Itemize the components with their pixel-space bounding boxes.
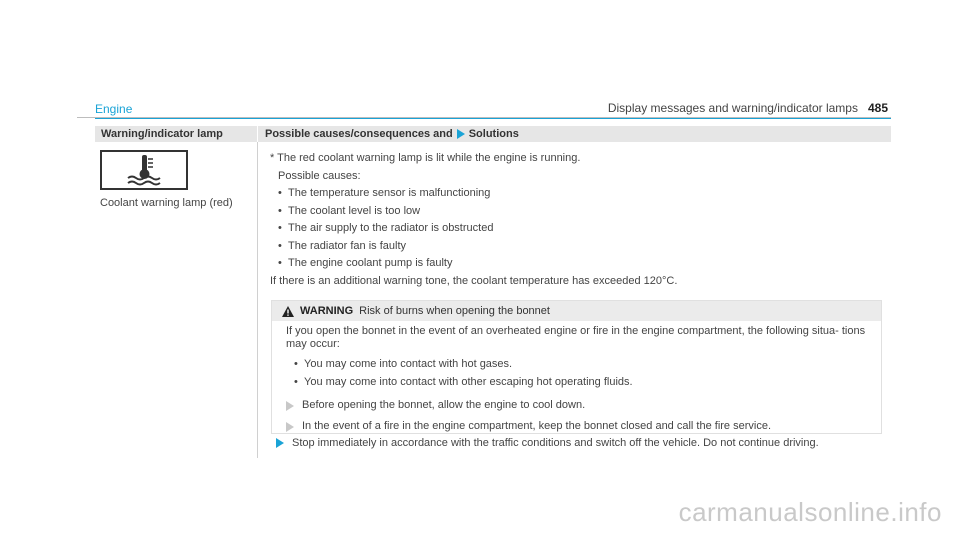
step-arrow-icon: [286, 422, 294, 432]
lamp-label: Coolant warning lamp (red): [100, 197, 233, 209]
warning-triangle-icon: [282, 306, 294, 317]
col-header-causes-text: Possible causes/consequences and: [265, 128, 453, 140]
warning-label: WARNING: [300, 305, 354, 317]
coolant-temperature-icon: [102, 152, 186, 188]
list-item: • The coolant level is too low: [288, 203, 890, 221]
step-arrow-icon: [286, 401, 294, 411]
watermark: carmanualsonline.info: [678, 497, 942, 527]
col-header-lamp: Warning/indicator lamp: [101, 128, 223, 140]
column-separator: [257, 142, 258, 458]
warning-title: Risk of burns when opening the bonnet: [359, 305, 550, 317]
list-item: • You may come into contact with hot gases.: [304, 355, 867, 373]
page-header: [608, 101, 888, 115]
warning-body: [272, 321, 881, 437]
warning-box: [271, 300, 882, 434]
section-title: Engine: [95, 102, 133, 116]
step-arrow-icon: [276, 438, 284, 448]
intro-text: * The red coolant warning lamp is lit while the engine is running.: [270, 152, 581, 164]
header-title: Display messages and warning/indicator lamps: [607, 101, 858, 115]
final-step-text: Stop immediately in accordance with the traffic conditions and switch off the vehicle. Do not continue driving.: [292, 437, 819, 449]
causes-list: [270, 185, 890, 273]
table-header: [95, 126, 891, 142]
play-arrow-icon: [457, 129, 465, 139]
causes-label: Possible causes:: [278, 169, 361, 182]
col-header-solutions-text: Solutions: [468, 128, 519, 140]
section-divider: [95, 118, 891, 119]
warning-list: [286, 355, 867, 391]
page-number: 485: [867, 101, 888, 115]
header-separator: [257, 126, 258, 142]
warning-step: [286, 420, 867, 433]
extra-text: If there is an additional warning tone, the coolant temperature has exceeded 120°C.: [270, 274, 678, 287]
list-item: • The air supply to the radiator is obstructed: [288, 220, 890, 238]
final-step: [276, 437, 819, 449]
warning-text: If you open the bonnet in the event of an overheated engine or fire in the engine compartment, the following situa- tions may occur:: [286, 325, 866, 350]
causes-content: [270, 150, 890, 290]
list-item: • You may come into contact with other escaping hot operating fluids.: [304, 373, 867, 391]
warning-header: [272, 301, 881, 321]
step-text: In the event of a fire in the engine compartment, keep the bonnet closed and call the fire service.: [302, 420, 772, 432]
list-item: • The engine coolant pump is faulty: [288, 255, 890, 273]
col-header-causes: [265, 128, 519, 140]
list-item: • The radiator fan is faulty: [288, 238, 890, 256]
list-item: • The temperature sensor is malfunctioning: [288, 185, 890, 203]
warning-step: [286, 399, 867, 412]
coolant-warning-lamp: [100, 150, 188, 190]
step-text: Before opening the bonnet, allow the engine to cool down.: [302, 399, 586, 411]
